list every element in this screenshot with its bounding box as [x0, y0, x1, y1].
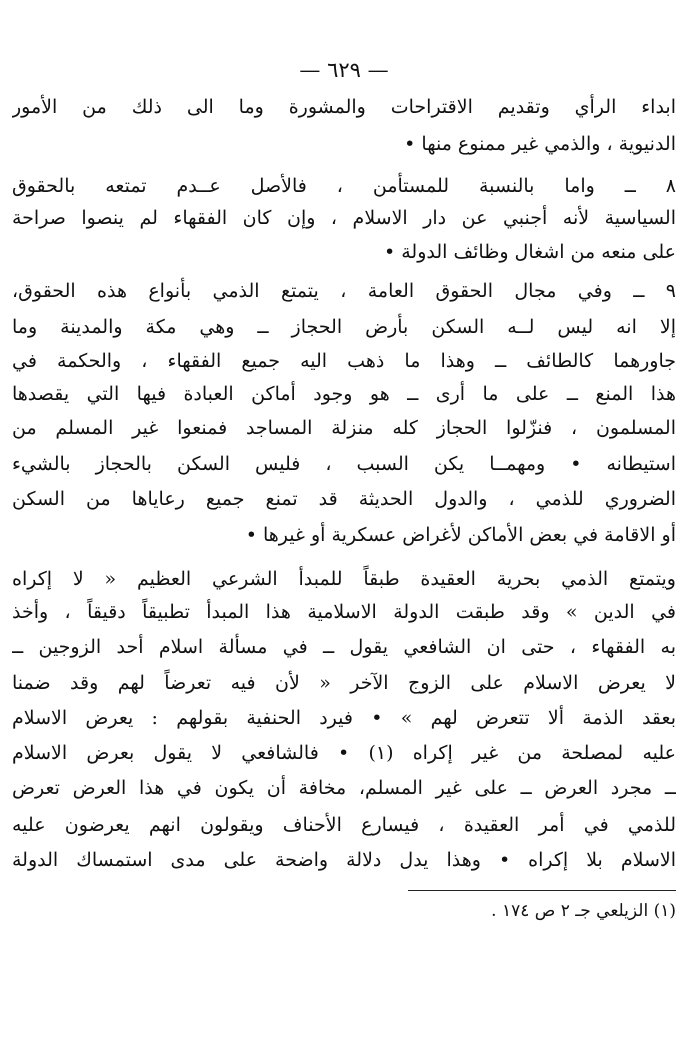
footnote: (١) الزيلعي جـ ٢ ص ١٧٤ .: [491, 901, 676, 921]
text-line: على منعه من اشغال وظائف الدولة •: [383, 241, 676, 263]
text-line: الاسلام بلا إكراه • وهذا يدل دلالة واضحة على مدى استمساك الدولة: [12, 849, 676, 871]
text-line: لا يعرض الاسلام على الزوج الآخر « لأن فيه تعرضاً لهم وقد ضمنا: [12, 672, 676, 694]
text-line: ٩ ــ وفي مجال الحقوق العامة ، يتمتع الذمي بأنواع هذه الحقوق،: [12, 280, 676, 302]
text-line: الدنيوية ، والذمي غير ممنوع منها •: [404, 133, 676, 155]
text-line: هذا المنع ــ على ما أرى ــ هو وجود أماكن العبادة فيها التي يقصدها: [12, 383, 676, 405]
text-line: استيطانه • ومهمــا يكن السبب ، فليس السكن بالحجاز بالشيء: [12, 453, 676, 475]
text-line: في الدين » وقد طبقت الدولة الاسلامية هذا المبدأ تطبيقاً دقيقاً ، وأخذ: [12, 601, 676, 623]
text-line: ــ مجرد العرض ــ على غير المسلم، مخافة أن يكون في هذا العرض تعرض: [12, 777, 676, 799]
text-line: ٨ ــ واما بالنسبة للمستأمن ، فالأصل عــدم تمتعه بالحقوق: [12, 175, 676, 197]
text-line: عليه لمصلحة من غير إكراه (١) • فالشافعي لا يقول بعرض الاسلام: [12, 742, 676, 764]
text-line: بعقد الذمة ألا تتعرض لهم » • فيرد الحنفية بقولهم : يعرض الاسلام: [12, 707, 676, 729]
text-line: أو الاقامة في بعض الأماكن لأغراض عسكرية أو غيرها •: [245, 524, 676, 546]
text-line: المسلمون ، فنزّلوا الحجاز كله منزلة المساجد فمنعوا غير المسلم من: [12, 417, 676, 439]
text-line: ويتمتع الذمي بحرية العقيدة طبقاً للمبدأ الشرعي العظيم « لا إكراه: [12, 568, 676, 590]
text-line: به الفقهاء ، حتى ان الشافعي يقول ــ في مسألة اسلام أحد الزوجين ــ: [12, 636, 676, 658]
text-line: جاورهما كالطائف ــ وهذا ما ذهب اليه جميع الفقهاء ، والحكمة في: [12, 350, 676, 372]
text-line: إلا انه ليس لــه السكن بأرض الحجاز ــ وهي مكة والمدينة وما: [12, 316, 676, 338]
footnote-divider: [408, 890, 676, 891]
text-line: ابداء الرأي وتقديم الاقتراحات والمشورة وما الى ذلك من الأمور: [12, 96, 676, 118]
text-line: للذمي في أمر العقيدة ، فيسارع الأحناف ويقولون انهم يعرضون عليه: [12, 814, 676, 836]
page-number: — ٦٢٩ —: [299, 58, 389, 82]
text-line: الضروري للذمي ، والدول الحديثة قد تمنع جميع رعاياها من السكن: [12, 488, 676, 510]
text-line: السياسية لأنه أجنبي عن دار الاسلام ، وإن كان الفقهاء لم ينصوا صراحة: [12, 207, 676, 229]
